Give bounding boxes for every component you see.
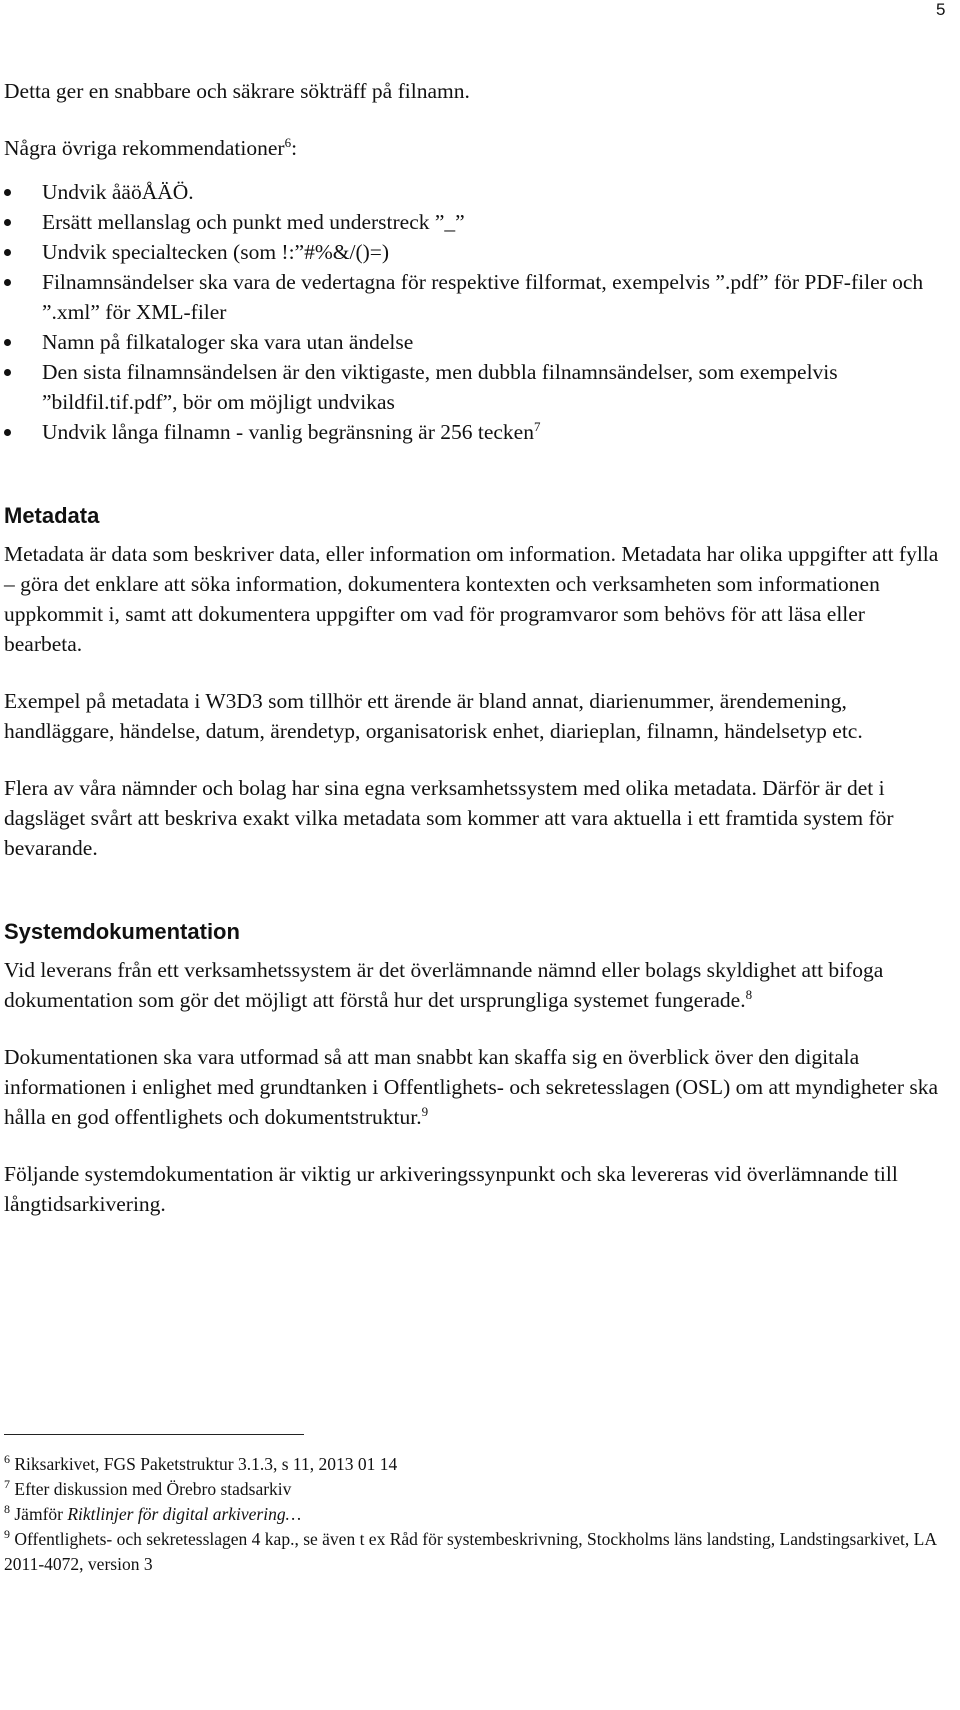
list-item: Den sista filnamnsändelsen är den viktigaste, men dubbla filnamnsändelser, som exempelvis ”bildfil.tif.pdf”, bör om möjligt undvikas <box>4 357 944 417</box>
systemdok-paragraph-1 <box>4 955 944 1015</box>
section-heading-metadata: Metadata <box>4 503 100 528</box>
systemdok-paragraph-2-text: Dokumentationen ska vara utformad så att man snabbt kan skaffa sig en överblick över den digitala informationen i enlighet med grundtanken i Offentlighets- och sekretesslagen (OSL) om att myndigheter ska hålla en god offentlighets och dokumentstruktur. <box>4 1045 939 1129</box>
footnote-text-italic: Riktlinjer för digital arkivering… <box>67 1504 302 1524</box>
footnote-8 <box>4 1502 944 1527</box>
list-item: Undvik åäöÅÄÖ. <box>4 177 944 207</box>
recommendations-lead <box>4 133 944 163</box>
document-body <box>4 76 944 1219</box>
page-number: 5 <box>936 0 946 19</box>
intro-paragraph: Detta ger en snabbare och säkrare sökträff på filnamn. <box>4 79 470 103</box>
list-item-text: Undvik långa filnamn - vanlig begränsning är 256 tecken <box>42 420 534 444</box>
footnote-7 <box>4 1477 944 1502</box>
systemdok-paragraph-1-text: Vid leverans från ett verksamhetssystem är det överlämnande nämnd eller bolags skyldighet att bifoga dokumentation som gör det möjligt att förstå hur det ursprungliga systemet fungerade. <box>4 958 884 1012</box>
footnote-text: Efter diskussion med Örebro stadsarkiv <box>14 1479 292 1499</box>
footnote-ref-6: 6 <box>284 134 292 150</box>
systemdok-paragraph-3: Följande systemdokumentation är viktig ur arkiveringssynpunkt och ska levereras vid överlämnande till långtidsarkivering. <box>4 1162 898 1216</box>
metadata-paragraph-3: Flera av våra nämnder och bolag har sina egna verksamhetssystem med olika metadata. Därför är det i dagsläget svårt att beskriva exakt vilka metadata som kommer att vara aktuella i ett framtida system för bevarande. <box>4 776 894 860</box>
list-item: Undvik specialtecken (som !:”#%&/()=) <box>4 237 944 267</box>
metadata-paragraph-2: Exempel på metadata i W3D3 som tillhör ett ärende är bland annat, diarienummer, ärendemening, handläggare, händelse, datum, ärendetyp, organisatorisk enhet, diarieplan, filnamn, händelsetyp etc. <box>4 689 863 743</box>
recommendations-list <box>4 177 944 447</box>
list-item <box>4 417 944 447</box>
footnote-ref-9: 9 <box>421 1103 429 1119</box>
footnote-text: Offentlighets- och sekretesslagen 4 kap., se även t ex Råd för systembeskrivning, Stockholms läns landsting, Landstingsarkivet, LA 2011-4072, version 3 <box>4 1529 937 1574</box>
footnote-ref-8: 8 <box>745 986 753 1002</box>
recommendations-lead-suffix: : <box>291 136 298 160</box>
footnote-text-prefix: Jämför <box>14 1504 68 1524</box>
footnote-separator <box>4 1434 304 1435</box>
footnote-number: 7 <box>4 1477 10 1492</box>
footnotes <box>4 1452 944 1577</box>
list-item: Ersätt mellanslag och punkt med understreck ”_” <box>4 207 944 237</box>
list-item: Namn på filkataloger ska vara utan ändelse <box>4 327 944 357</box>
footnote-number: 8 <box>4 1502 10 1517</box>
recommendations-lead-text: Några övriga rekommendationer <box>4 136 285 160</box>
section-heading-systemdokumentation: Systemdokumentation <box>4 919 240 944</box>
list-item: Filnamnsändelser ska vara de vedertagna för respektive filformat, exempelvis ”.pdf” för PDF-filer och ”.xml” för XML-filer <box>4 267 944 327</box>
footnote-ref-7: 7 <box>533 418 541 434</box>
metadata-paragraph-1: Metadata är data som beskriver data, eller information om information. Metadata har olika uppgifter att fylla – göra det enklare att söka information, dokumentera kontexten och verksamheten som informationen uppkommit i, samt att dokumentera uppgifter om vad för programvaror som behövs för att läsa eller bearbeta. <box>4 542 939 656</box>
footnote-text: Riksarkivet, FGS Paketstruktur 3.1.3, s 11, 2013 01 14 <box>14 1454 398 1474</box>
systemdok-paragraph-2 <box>4 1042 944 1132</box>
footnote-number: 6 <box>4 1452 10 1467</box>
footnote-6 <box>4 1452 944 1477</box>
footnote-number: 9 <box>4 1527 10 1542</box>
footnote-9 <box>4 1527 944 1577</box>
